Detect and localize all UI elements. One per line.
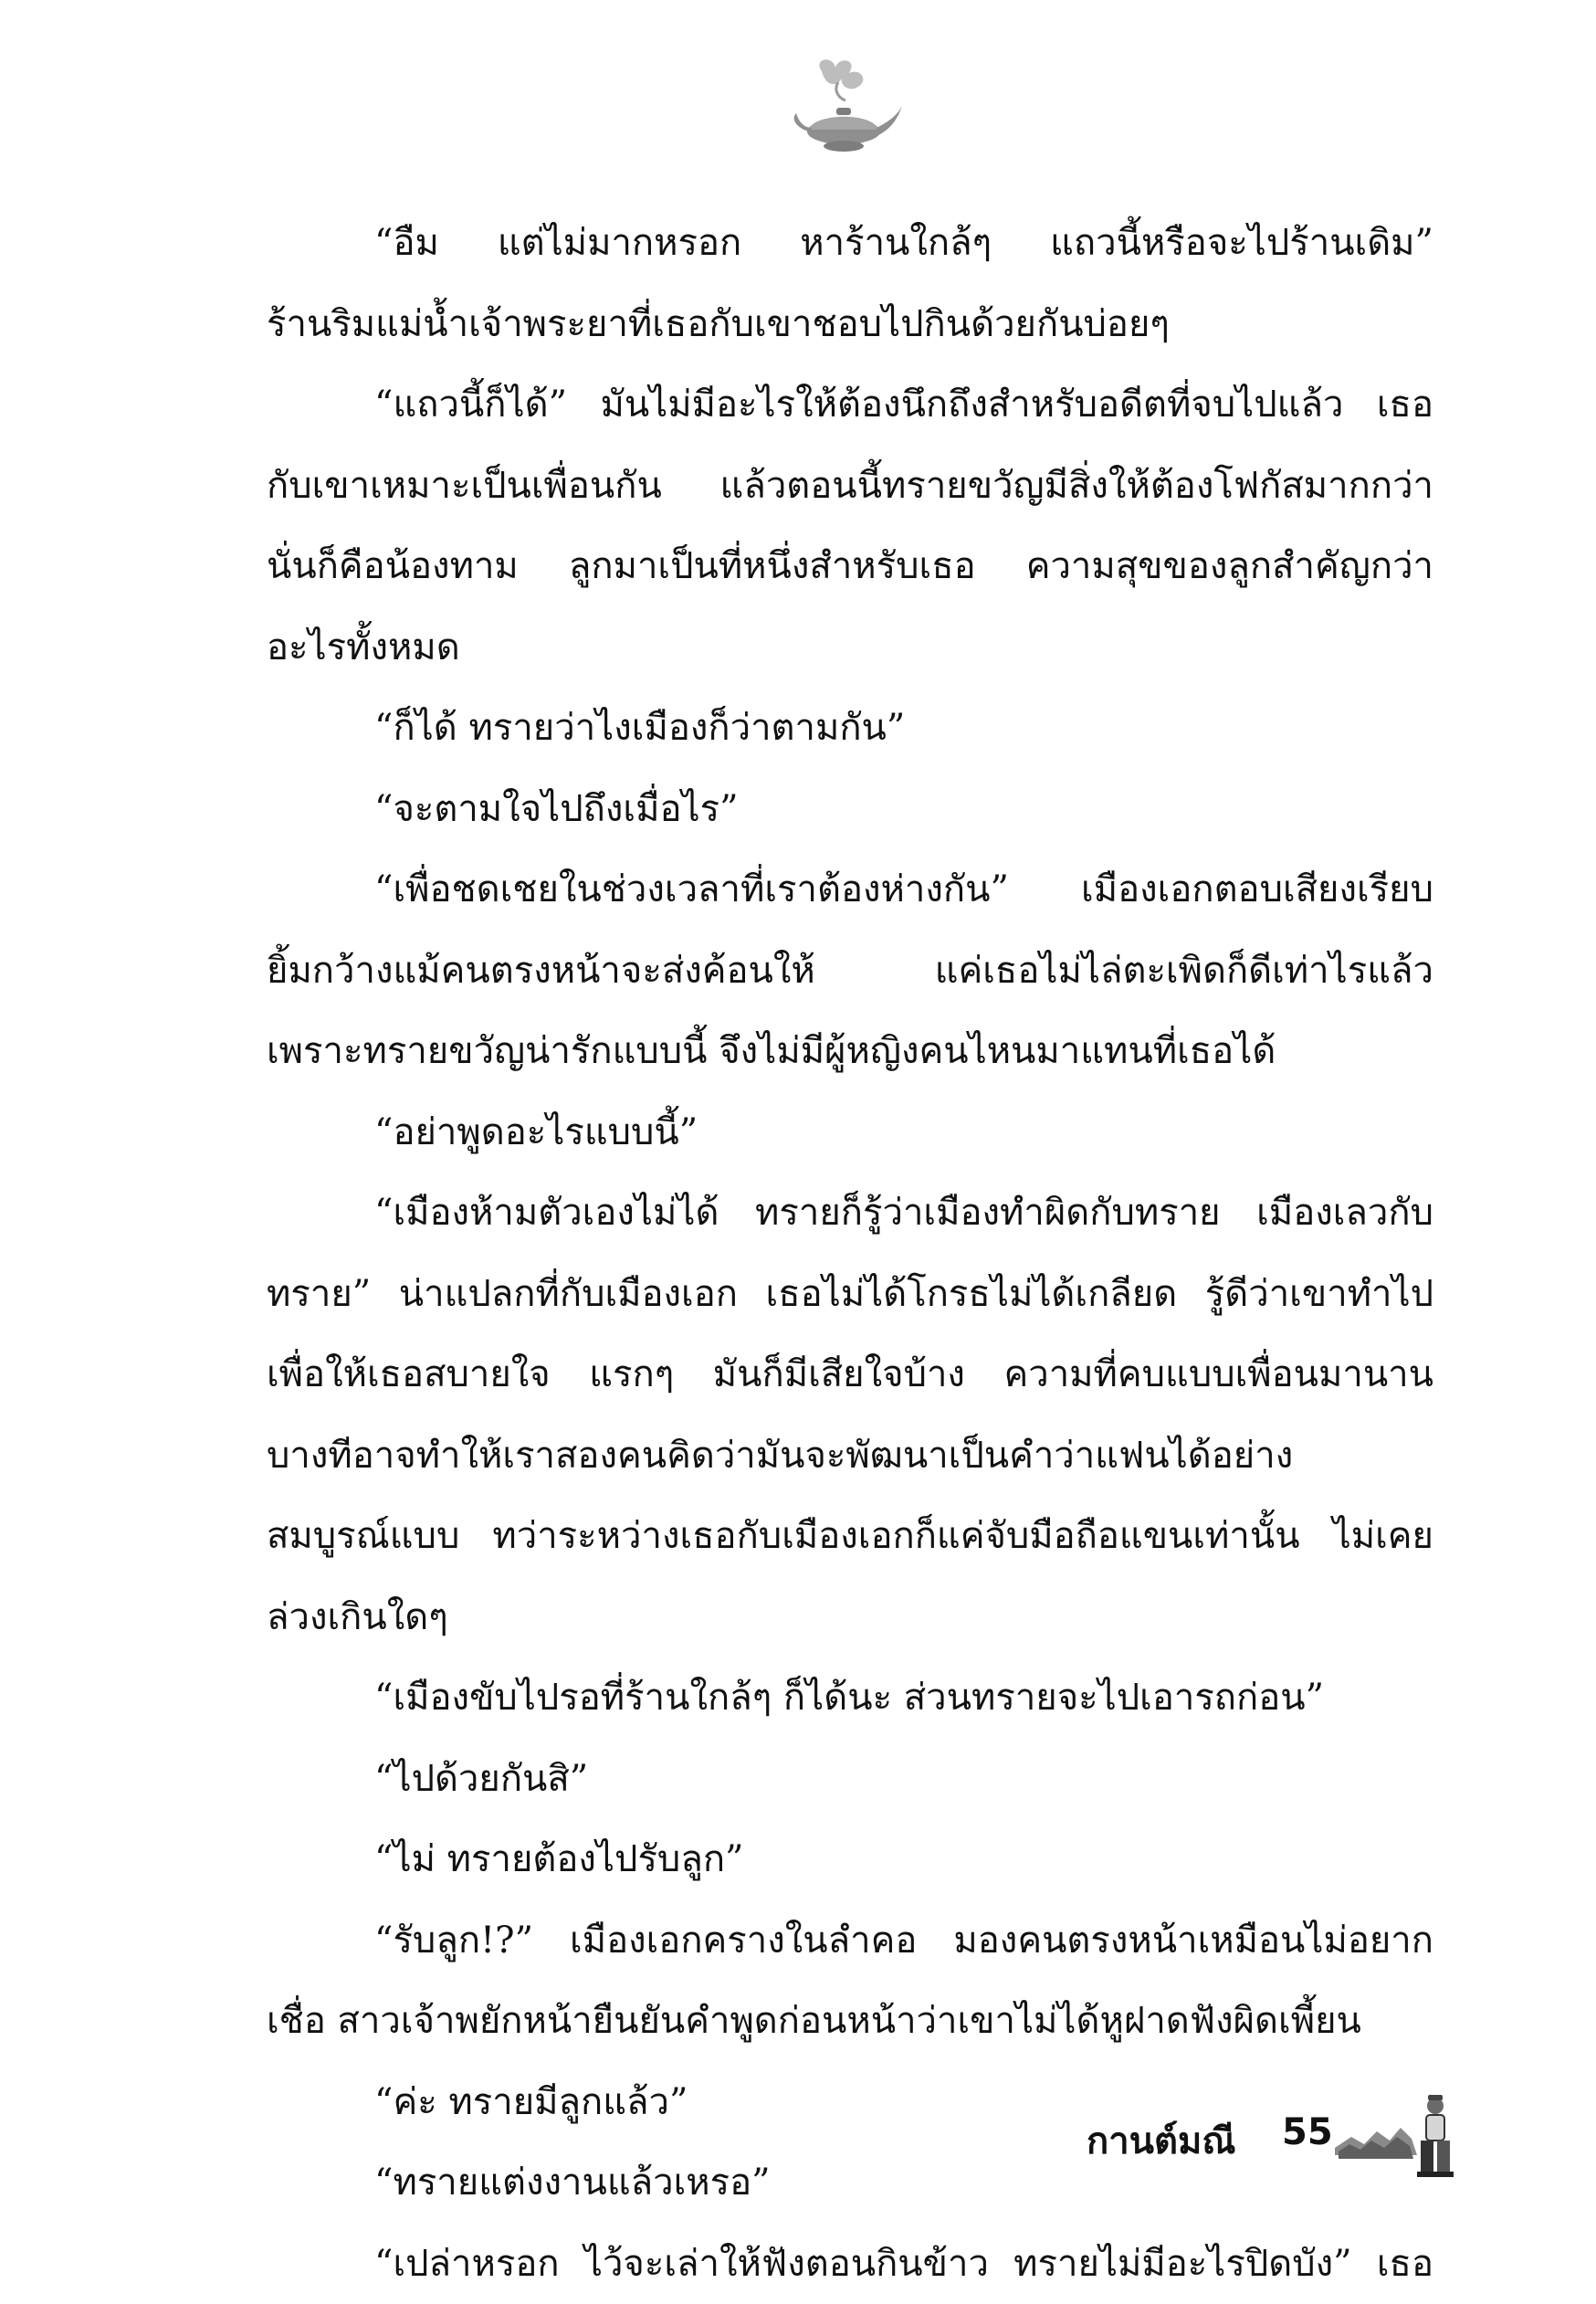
text-line: อะไรทั้งหมด	[267, 607, 1433, 689]
text-line: “เปล่าหรอก ไว้จะเล่าให้ฟังตอนกินข้าว ทรายไม่มีอะไรปิดบัง” เธอ	[267, 2224, 1433, 2304]
text-line: นั่นก็คือน้องทาม ลูกมาเป็นที่หนึ่งสำหรับเธอ ความสุขของลูกสำคัญกว่า	[267, 526, 1433, 607]
text-line: “อืม แต่ไม่มากหรอก หาร้านใกล้ๆ แถวนี้หรือจะไปร้านเดิม”	[267, 203, 1433, 284]
text-line: เพราะทรายขวัญน่ารักแบบนี้ จึงไม่มีผู้หญิงคนไหนมาแทนที่เธอได้	[267, 1011, 1433, 1092]
text-line: สมบูรณ์แบบ ทว่าระหว่างเธอกับเมืองเอกก็แค่จับมือถือแขนเท่านั้น ไม่เคย	[267, 1496, 1433, 1577]
text-line: “เมืองขับไปรอที่ร้านใกล้ๆ ก็ได้นะ ส่วนทรายจะไปเอารถก่อน”	[267, 1657, 1433, 1739]
text-line: เพื่อให้เธอสบายใจ แรกๆ มันก็มีเสียใจบ้าง ความที่คบแบบเพื่อนมานาน	[267, 1334, 1433, 1415]
text-line: เชื่อ สาวเจ้าพยักหน้ายืนยันคำพูดก่อนหน้าว่าเขาไม่ได้หูฝาดฟังผิดเพี้ยน	[267, 1981, 1433, 2062]
text-line: กับเขาเหมาะเป็นเพื่อนกัน แล้วตอนนี้ทรายขวัญมีสิ่งให้ต้องโฟกัสมากกว่า	[267, 446, 1433, 527]
text-line: “ทรายแต่งงานแล้วเหรอ”	[267, 2142, 1433, 2224]
text-line: “ไปด้วยกันสิ”	[267, 1739, 1433, 1820]
text-line: ทราย” น่าแปลกที่กับเมืองเอก เธอไม่ได้โกรธไม่ได้เกลียด รู้ดีว่าเขาทำไป	[267, 1254, 1433, 1335]
book-title: กานต์มณี	[1087, 2111, 1235, 2170]
text-line: “จะตามใจไปถึงเมื่อไร”	[267, 769, 1433, 850]
text-line: ยิ้มกว้างแม้คนตรงหน้าจะส่งค้อนให้ แค่เธอไม่ไล่ตะเพิดก็ดีเท่าไรแล้ว	[267, 931, 1433, 1012]
garden-figure-icon	[1333, 2091, 1461, 2183]
text-line: “ไม่ ทรายต้องไปรับลูก”	[267, 1819, 1433, 1900]
text-line: “อย่าพูดอะไรแบบนี้”	[267, 1092, 1433, 1173]
text-line: “เพื่อชดเชยในช่วงเวลาที่เราต้องห่างกัน” เมืองเอกตอบเสียงเรียบ	[267, 849, 1433, 931]
text-line: “แถวนี้ก็ได้” มันไม่มีอะไรให้ต้องนึกถึงสำหรับอดีตที่จบไปแล้ว เธอ	[267, 364, 1433, 446]
text-line: ล่วงเกินใดๆ	[267, 1577, 1433, 1658]
page-number: 55	[1282, 2111, 1333, 2153]
text-line: “ก็ได้ ทรายว่าไงเมืองก็ว่าตามกัน”	[267, 688, 1433, 769]
page-footer	[1059, 2091, 1461, 2192]
text-line: “ค่ะ ทรายมีลูกแล้ว”	[267, 2062, 1433, 2143]
text-line: ร้านริมแม่น้ำเจ้าพระยาที่เธอกับเขาชอบไปกินด้วยกันบ่อยๆ	[267, 284, 1433, 365]
text-line: “เมืองห้ามตัวเองไม่ได้ ทรายก็รู้ว่าเมืองทำผิดกับทราย เมืองเลวกับ	[267, 1173, 1433, 1254]
text-line: “รับลูก!?” เมืองเอกครางในลำคอ มองคนตรงหน้าเหมือนไม่อยาก	[267, 1900, 1433, 1982]
genie-lamp-icon	[785, 55, 904, 160]
text-line: บางทีอาจทำให้เราสองคนคิดว่ามันจะพัฒนาเป็นคำว่าแฟนได้อย่าง	[267, 1415, 1433, 1497]
story-text	[267, 203, 1433, 2304]
